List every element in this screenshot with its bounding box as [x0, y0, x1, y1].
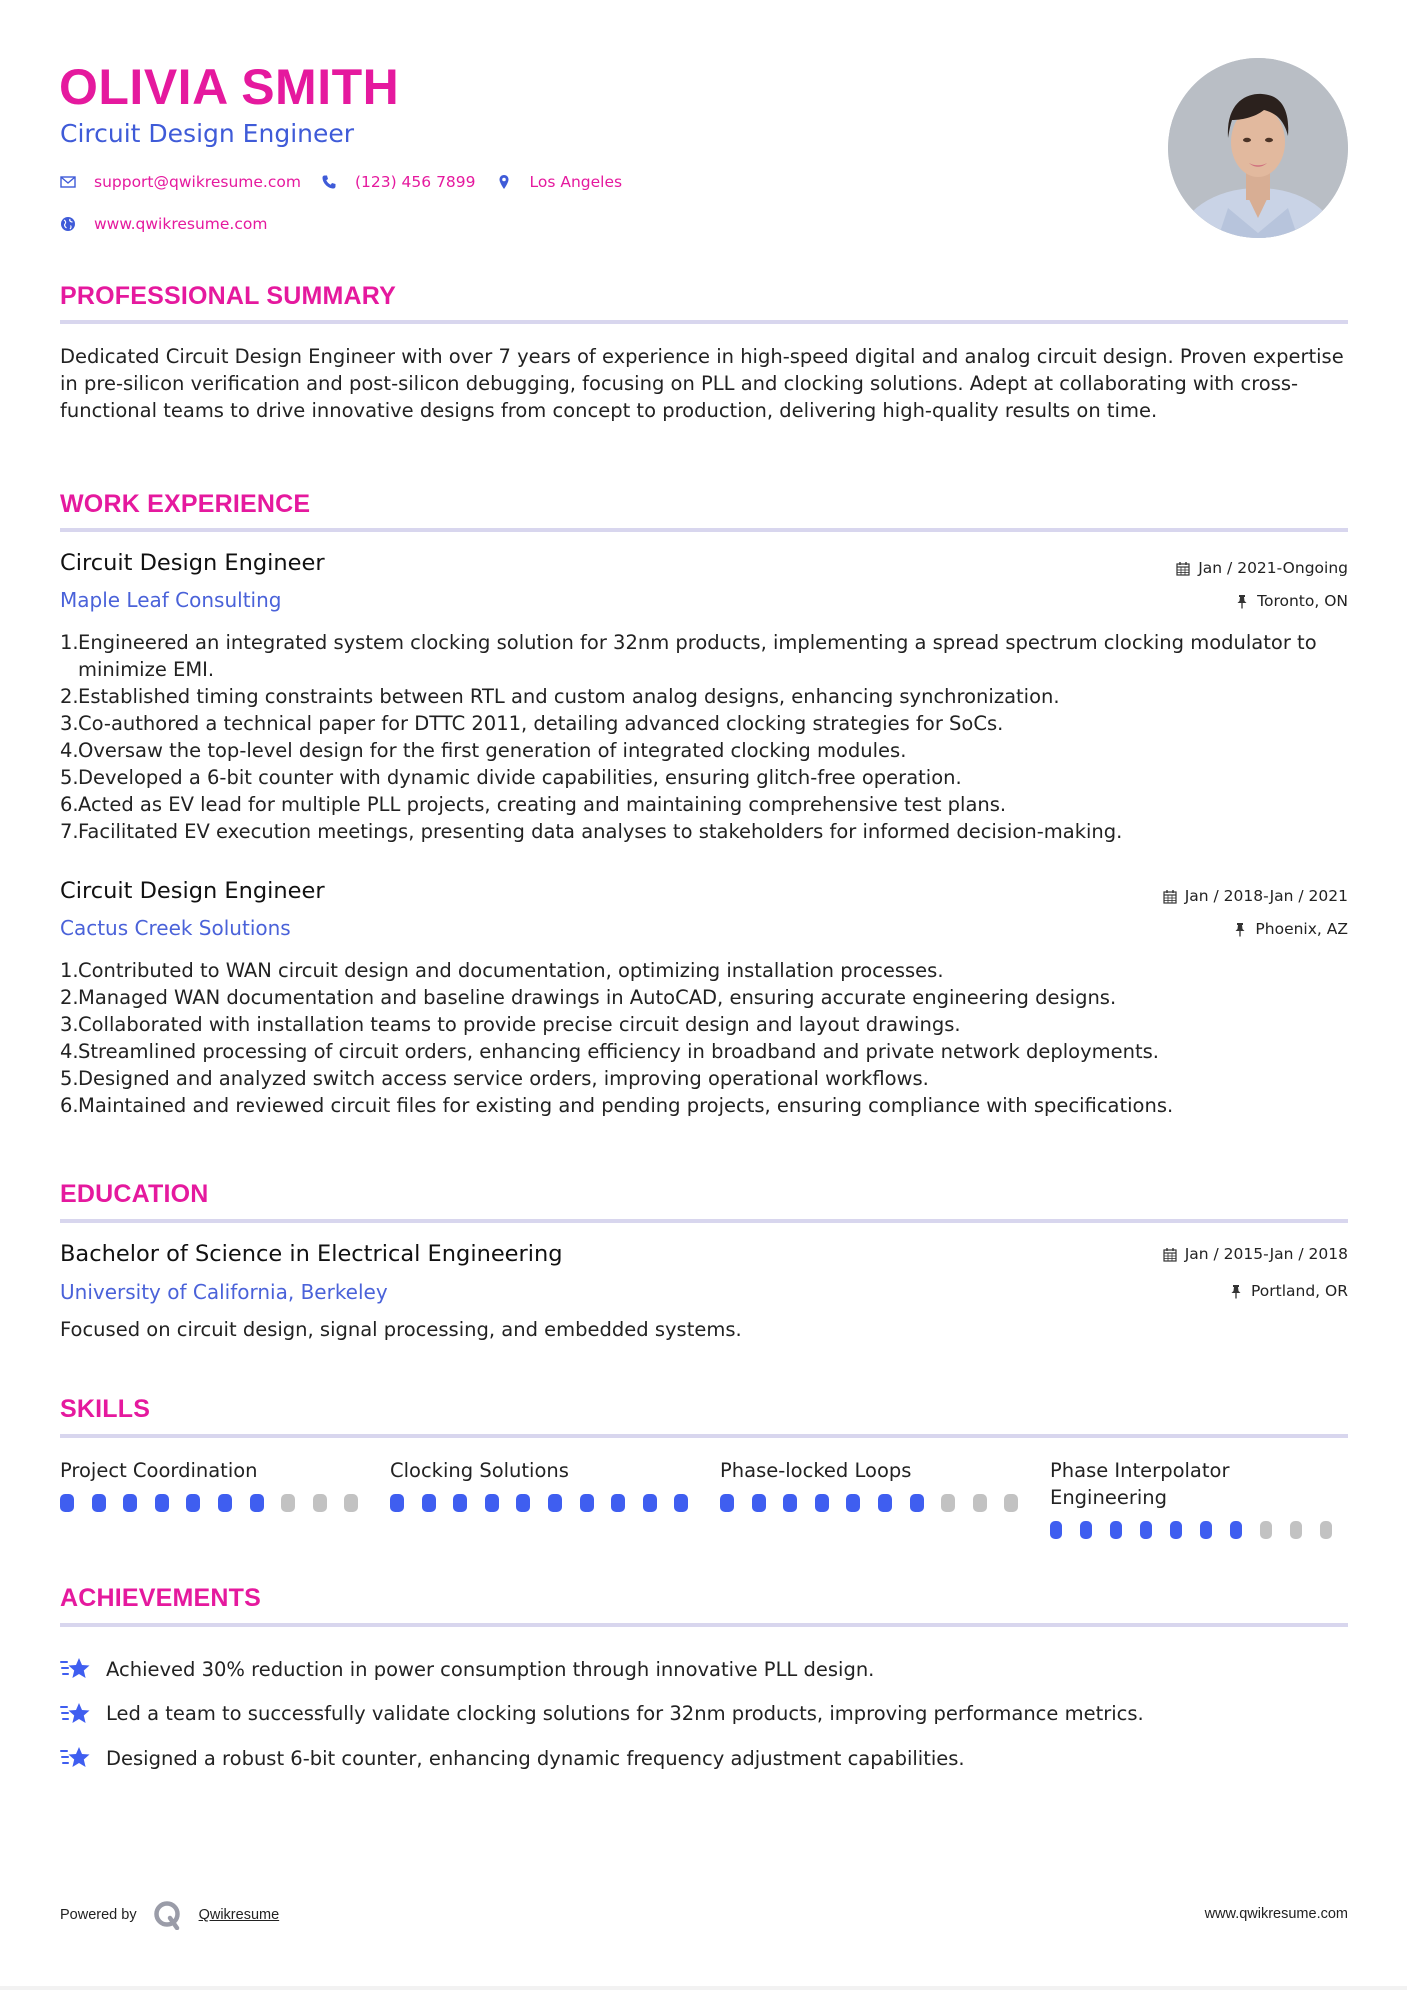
- star-award-icon: [60, 1700, 92, 1728]
- rating-dot-filled: [453, 1494, 467, 1512]
- contact-row: [60, 173, 642, 191]
- bullet-text: Engineered an integrated system clocking solution for 32nm products, implementing a spread spectrum clocking modulator to minimize EMI.: [78, 631, 1317, 681]
- job-bullet: [60, 957, 1350, 984]
- page-bottom-edge: [0, 1986, 1407, 1990]
- rating-dot-filled: [186, 1494, 200, 1512]
- contact-location: [496, 173, 623, 191]
- rating-dot-filled: [1200, 1521, 1212, 1539]
- rating-dot-filled: [92, 1494, 106, 1512]
- rating-dot-empty: [1004, 1494, 1018, 1512]
- job-dates: [1163, 887, 1348, 905]
- bullet-text: Streamlined processing of circuit orders, enhancing efficiency in broadband and private network deployments.: [78, 1040, 1160, 1063]
- job-dates: [1176, 559, 1348, 577]
- experience-heading: WORK EXPERIENCE: [60, 490, 311, 518]
- achievement-text: Led a team to successfully validate clocking solutions for 32nm products, improving performance metrics.: [106, 1702, 1144, 1726]
- footer-website-link[interactable]: www.qwikresume.com: [1204, 1906, 1348, 1922]
- contact-website[interactable]: [60, 215, 267, 233]
- bullet-number: 5.: [60, 1067, 79, 1090]
- rating-dot-filled: [878, 1494, 892, 1512]
- rating-dot-filled: [910, 1494, 924, 1512]
- rating-dot-empty: [281, 1494, 295, 1512]
- calendar-icon: [1163, 889, 1177, 904]
- rating-dot-empty: [1260, 1521, 1272, 1539]
- rating-dot-filled: [516, 1494, 530, 1512]
- bullet-number: 1.: [60, 631, 79, 654]
- job-dates-text: Jan / 2018-Jan / 2021: [1184, 887, 1348, 905]
- job-company: Maple Leaf Consulting: [60, 588, 282, 612]
- candidate-title: Circuit Design Engineer: [60, 119, 355, 148]
- job-bullet: [60, 683, 1350, 710]
- bullet-text: Co-authored a technical paper for DTTC 2011, detailing advanced clocking strategies for SoCs.: [78, 712, 1004, 735]
- bullet-text: Oversaw the top-level design for the first generation of integrated clocking modules.: [78, 739, 907, 762]
- pushpin-icon: [1229, 1284, 1243, 1299]
- degree-title: Bachelor of Science in Electrical Engineering: [60, 1241, 563, 1267]
- powered-by-label: Powered by: [60, 1907, 137, 1923]
- bullet-number: 6.: [60, 1094, 79, 1117]
- rating-dot-filled: [611, 1494, 625, 1512]
- rating-dot-filled: [250, 1494, 264, 1512]
- rating-dot-filled: [1170, 1521, 1182, 1539]
- rating-dot-empty: [313, 1494, 327, 1512]
- bullet-text: Acted as EV lead for multiple PLL projects, creating and maintaining comprehensive test plans.: [78, 793, 1007, 816]
- rating-dot-filled: [1230, 1521, 1242, 1539]
- bullet-text: Designed and analyzed switch access service orders, improving operational workflows.: [78, 1067, 929, 1090]
- job-bullet: [60, 710, 1350, 737]
- skill-item: [720, 1457, 1050, 1539]
- rating-dot-filled: [155, 1494, 169, 1512]
- skills-list: [60, 1457, 1350, 1539]
- skills-divider: [60, 1434, 1348, 1438]
- skills-heading: SKILLS: [60, 1395, 151, 1423]
- job-title: Circuit Design Engineer: [60, 878, 325, 904]
- skill-name: Phase Interpolator Engineering: [1050, 1459, 1230, 1509]
- skill-item: [390, 1457, 720, 1539]
- education-location: [1229, 1282, 1348, 1300]
- job-bullet: [60, 737, 1350, 764]
- map-marker-icon: [496, 174, 512, 190]
- bullet-number: 6.: [60, 793, 79, 816]
- skill-rating: [1050, 1521, 1350, 1539]
- job-bullet: [60, 1011, 1350, 1038]
- calendar-icon: [1176, 561, 1190, 576]
- job-bullet: [60, 791, 1350, 818]
- website-text[interactable]: www.qwikresume.com: [94, 215, 268, 233]
- summary-heading: PROFESSIONAL SUMMARY: [60, 282, 396, 310]
- achievements-heading: ACHIEVEMENTS: [60, 1584, 262, 1612]
- achievement-text: Designed a robust 6-bit counter, enhancing dynamic frequency adjustment capabilities.: [106, 1746, 965, 1770]
- skill-name: Project Coordination: [60, 1459, 258, 1482]
- rating-dot-filled: [846, 1494, 860, 1512]
- job-bullets: [60, 957, 1350, 1119]
- rating-dot-filled: [783, 1494, 797, 1512]
- bullet-number: 1.: [60, 959, 79, 982]
- rating-dot-empty: [1290, 1521, 1302, 1539]
- rating-dot-filled: [720, 1494, 734, 1512]
- job-location-text: Phoenix, AZ: [1255, 920, 1348, 938]
- bullet-number: 7.: [60, 820, 79, 843]
- star-award-icon: [60, 1655, 92, 1683]
- rating-dot-filled: [752, 1494, 766, 1512]
- job-bullet: [60, 1092, 1350, 1119]
- job-location: [1235, 592, 1348, 610]
- bullet-text: Contributed to WAN circuit design and documentation, optimizing installation processes.: [78, 959, 944, 982]
- bullet-number: 2.: [60, 986, 79, 1009]
- phone-icon: [321, 174, 337, 190]
- rating-dot-filled: [1140, 1521, 1152, 1539]
- school-name: University of California, Berkeley: [60, 1280, 388, 1304]
- job-company: Cactus Creek Solutions: [60, 916, 291, 940]
- candidate-name: OLIVIA SMITH: [59, 59, 400, 115]
- rating-dot-filled: [548, 1494, 562, 1512]
- bullet-number: 3.: [60, 712, 79, 735]
- rating-dot-filled: [674, 1494, 688, 1512]
- pushpin-icon: [1235, 594, 1249, 609]
- calendar-icon: [1163, 1247, 1177, 1262]
- qwikresume-link[interactable]: Qwikresume: [198, 1907, 280, 1923]
- achievement-item: [60, 1692, 1144, 1737]
- rating-dot-filled: [123, 1494, 137, 1512]
- experience-divider: [60, 528, 1348, 532]
- education-location-text: Portland, OR: [1250, 1282, 1348, 1300]
- skill-rating: [60, 1494, 390, 1512]
- rating-dot-filled: [390, 1494, 404, 1512]
- job-dates-text: Jan / 2021-Ongoing: [1198, 559, 1348, 577]
- achievement-item: [60, 1647, 1144, 1692]
- achievements-list: [60, 1647, 1144, 1781]
- skill-name: Phase-locked Loops: [720, 1459, 912, 1482]
- job-bullet: [60, 1065, 1350, 1092]
- footer-powered-by: [60, 1900, 279, 1930]
- bullet-number: 4.: [60, 1040, 79, 1063]
- rating-dot-filled: [1080, 1521, 1092, 1539]
- qwikresume-logo-icon: [153, 1900, 183, 1930]
- contact-phone[interactable]: [321, 173, 476, 191]
- bullet-number: 4.: [60, 739, 79, 762]
- profile-photo: [1168, 58, 1348, 238]
- education-dates-text: Jan / 2015-Jan / 2018: [1184, 1245, 1348, 1263]
- job-bullet: [60, 629, 1350, 683]
- education-dates: [1163, 1245, 1348, 1263]
- rating-dot-filled: [815, 1494, 829, 1512]
- job-bullet: [60, 818, 1350, 845]
- envelope-icon: [60, 174, 76, 190]
- bullet-number: 3.: [60, 1013, 79, 1036]
- skill-item: [60, 1457, 390, 1539]
- job-bullet: [60, 764, 1350, 791]
- skill-name: Clocking Solutions: [390, 1459, 569, 1482]
- achievement-item: [60, 1736, 1144, 1781]
- location-text: Los Angeles: [529, 173, 623, 191]
- summary-divider: [60, 320, 1348, 324]
- rating-dot-filled: [1110, 1521, 1122, 1539]
- job-location: [1233, 920, 1348, 938]
- job-title: Circuit Design Engineer: [60, 550, 325, 576]
- bullet-number: 5.: [60, 766, 79, 789]
- job-bullets: [60, 629, 1350, 845]
- globe-icon: [60, 216, 76, 232]
- bullet-number: 2.: [60, 685, 79, 708]
- rating-dot-empty: [344, 1494, 358, 1512]
- bullet-text: Established timing constraints between RTL and custom analog designs, enhancing synchronization.: [78, 685, 1060, 708]
- rating-dot-filled: [60, 1494, 74, 1512]
- rating-dot-empty: [1320, 1521, 1332, 1539]
- contact-email[interactable]: [60, 173, 301, 191]
- email-text[interactable]: support@qwikresume.com: [94, 173, 301, 191]
- rating-dot-empty: [941, 1494, 955, 1512]
- education-heading: EDUCATION: [60, 1180, 209, 1208]
- rating-dot-filled: [218, 1494, 232, 1512]
- rating-dot-filled: [485, 1494, 499, 1512]
- rating-dot-empty: [973, 1494, 987, 1512]
- job-bullet: [60, 1038, 1350, 1065]
- bullet-text: Developed a 6-bit counter with dynamic divide capabilities, ensuring glitch-free operation.: [78, 766, 962, 789]
- rating-dot-filled: [643, 1494, 657, 1512]
- achievement-text: Achieved 30% reduction in power consumption through innovative PLL design.: [106, 1657, 875, 1681]
- skill-item: [1050, 1457, 1350, 1539]
- rating-dot-filled: [1050, 1521, 1062, 1539]
- job-bullet: [60, 984, 1350, 1011]
- skill-rating: [720, 1494, 1050, 1512]
- education-description: Focused on circuit design, signal processing, and embedded systems.: [60, 1318, 742, 1341]
- rating-dot-filled: [580, 1494, 594, 1512]
- achievements-divider: [60, 1623, 1348, 1627]
- contact-row-2: [60, 215, 287, 233]
- rating-dot-filled: [422, 1494, 436, 1512]
- summary-text: Dedicated Circuit Design Engineer with over 7 years of experience in high-speed digital and analog circuit design. Proven expertise in pre-silicon verification and post-silicon debugging, focusing on PLL and clocking solutions. Adept at collaborating with cross-functional teams to drive innovative designs from concept to production, delivering high-quality results on time.: [60, 345, 1344, 422]
- pushpin-icon: [1233, 922, 1247, 937]
- skill-rating: [390, 1494, 720, 1512]
- phone-text[interactable]: (123) 456 7899: [354, 173, 476, 191]
- bullet-text: Collaborated with installation teams to provide precise circuit design and layout drawings.: [78, 1013, 961, 1036]
- education-divider: [60, 1219, 1348, 1223]
- bullet-text: Maintained and reviewed circuit files for existing and pending projects, ensuring compliance with specifications.: [78, 1094, 1174, 1117]
- star-award-icon: [60, 1744, 92, 1772]
- bullet-text: Managed WAN documentation and baseline drawings in AutoCAD, ensuring accurate engineering designs.: [78, 986, 1117, 1009]
- job-location-text: Toronto, ON: [1257, 592, 1348, 610]
- bullet-text: Facilitated EV execution meetings, presenting data analyses to stakeholders for informed decision-making.: [78, 820, 1123, 843]
